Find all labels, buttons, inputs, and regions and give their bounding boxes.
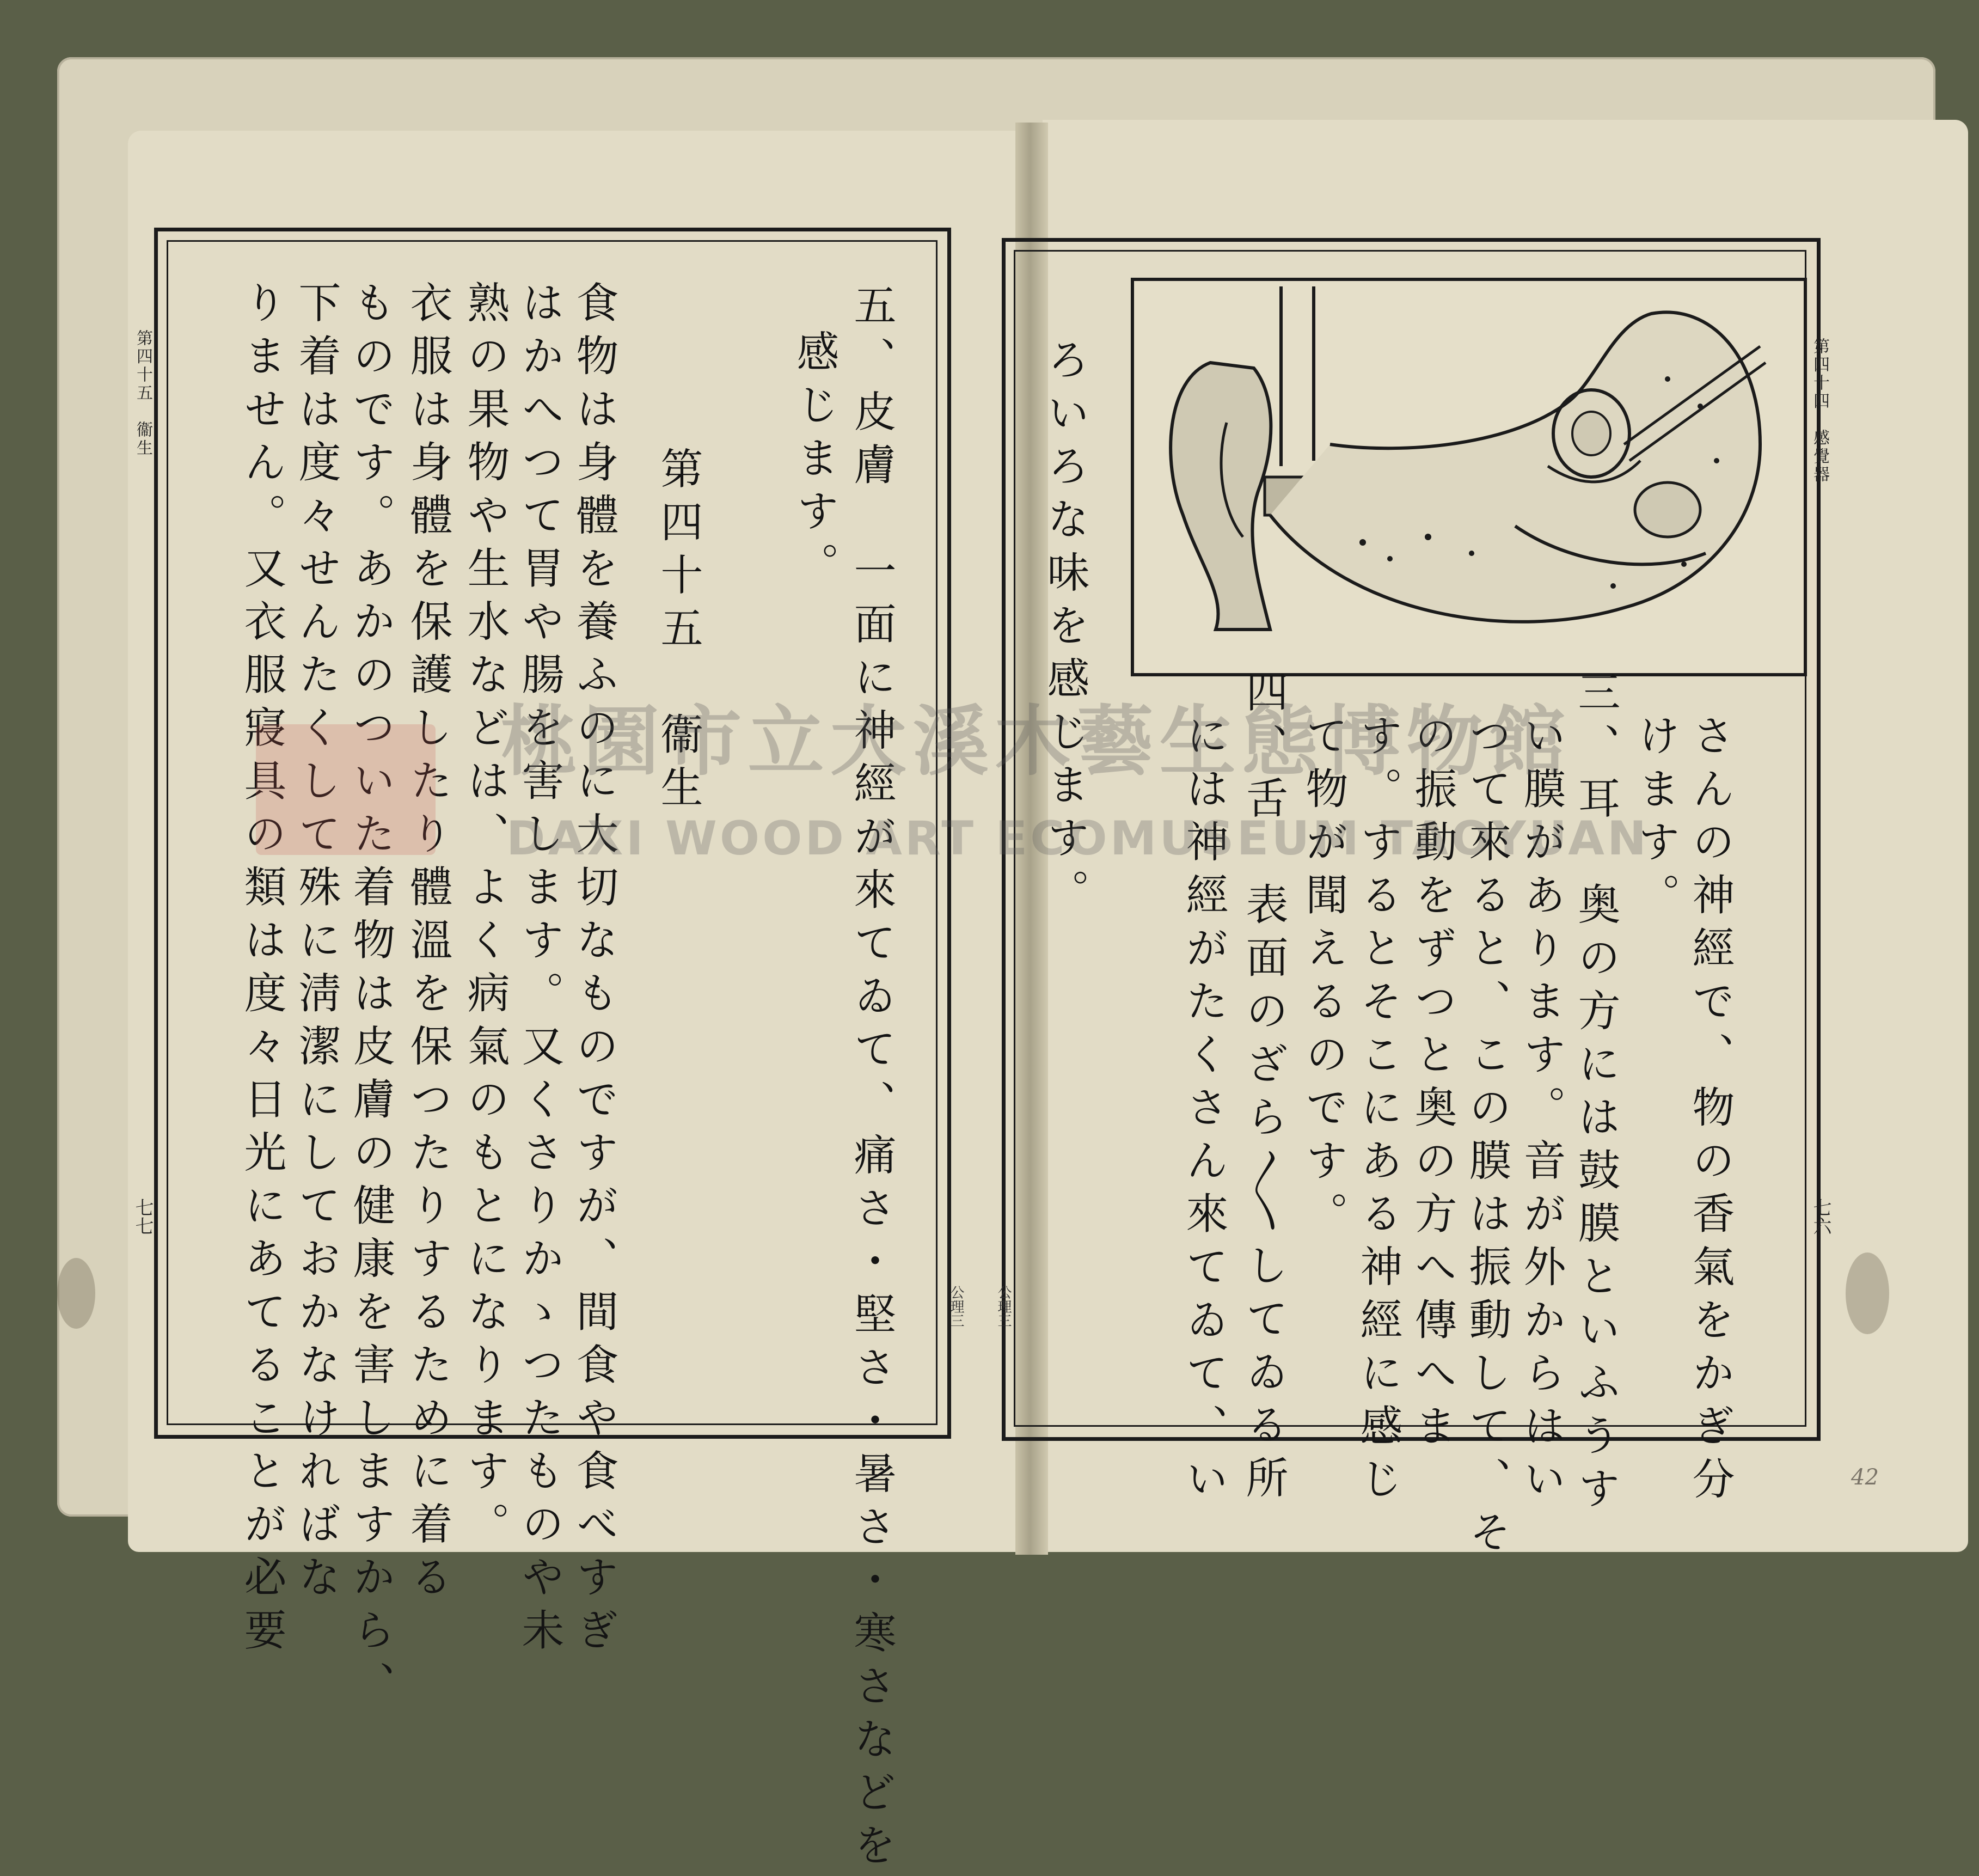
left-running-head: 第四十五 衞生 xyxy=(133,329,152,458)
museum-watermark-english: DAXI WOOD ART ECOMUSEUM TAOYUAN xyxy=(506,811,1650,866)
right-text-column-3: けます。 xyxy=(1631,713,1680,926)
left-page-number: 七七 xyxy=(132,1198,154,1235)
stain xyxy=(57,1258,95,1329)
right-gutter-mark: 公理三 xyxy=(995,1285,1012,1328)
stain xyxy=(1846,1252,1889,1334)
right-page-number: 七六 xyxy=(1810,1198,1831,1235)
right-text-column-10: 四、舌 表面のざら〳〵してゐる所 xyxy=(1239,670,1288,1509)
left-text-column-1: 五、皮膚 一面に神經が來てゐて、痛さ・堅さ・暑さ・寒さなどを xyxy=(847,283,896,1876)
left-section-heading: 第四十五 衞生 xyxy=(653,447,703,818)
right-text-column-11: には神經がたくさん來てゐて、い xyxy=(1179,713,1228,1510)
right-text-column-7: の振動をずつと奥の方へ傳へま xyxy=(1407,713,1457,1457)
left-text-column-9: りません。又衣服寢具の類は度々日光にあてることが必要 xyxy=(237,280,286,1661)
museum-watermark: 桃園市立大溪木藝生態博物館 xyxy=(501,698,1571,786)
right-text-column-8: す。するとそこにある神經に感じ xyxy=(1353,713,1402,1510)
right-text-column-9: て物が聞えるのです。 xyxy=(1298,713,1348,1244)
right-running-head: 第四十四 感覺器 xyxy=(1810,338,1829,484)
left-text-column-7: ものです。あかのついた着物は皮膚の健康を害しますから、 xyxy=(346,280,395,1714)
right-text-column-1: ろいろな味を感じます。 xyxy=(1040,338,1089,922)
pencil-page-note: 42 xyxy=(1851,1465,1879,1490)
ear-anatomy-figure xyxy=(1131,278,1807,676)
right-text-column-5: い膜があります。音が外からはい xyxy=(1516,713,1566,1510)
ear-anatomy-illustration-icon xyxy=(1134,281,1804,673)
left-text-column-5: 熟の果物や生水などは、よく病氣のもとになります。 xyxy=(460,280,510,1555)
red-seal-stamp xyxy=(256,724,436,855)
left-text-column-6: 衣服は身體を保護したり體溫を保つたりするために着る xyxy=(403,280,452,1608)
left-text-column-2: 感じます。 xyxy=(789,329,839,595)
left-text-column-4: はかへつて胃や腸を害します。又くさりかゝつたものや未 xyxy=(514,280,564,1661)
left-text-column-8: 下着は度々せんたくして殊に淸潔にしておかなければな xyxy=(291,280,341,1608)
left-gutter-mark: 公理三 xyxy=(948,1285,964,1328)
right-text-column-4: 三、耳 奥の方には鼓膜といふうす xyxy=(1571,670,1620,1519)
right-text-column-2: さんの神經で、物の香氣をかぎ分 xyxy=(1685,713,1735,1510)
right-text-column-6: つて來ると、この膜は振動して、そ xyxy=(1462,713,1511,1563)
left-text-column-3: 食物は身體を養ふのに大切なものですが、間食や食べすぎ xyxy=(569,280,618,1661)
